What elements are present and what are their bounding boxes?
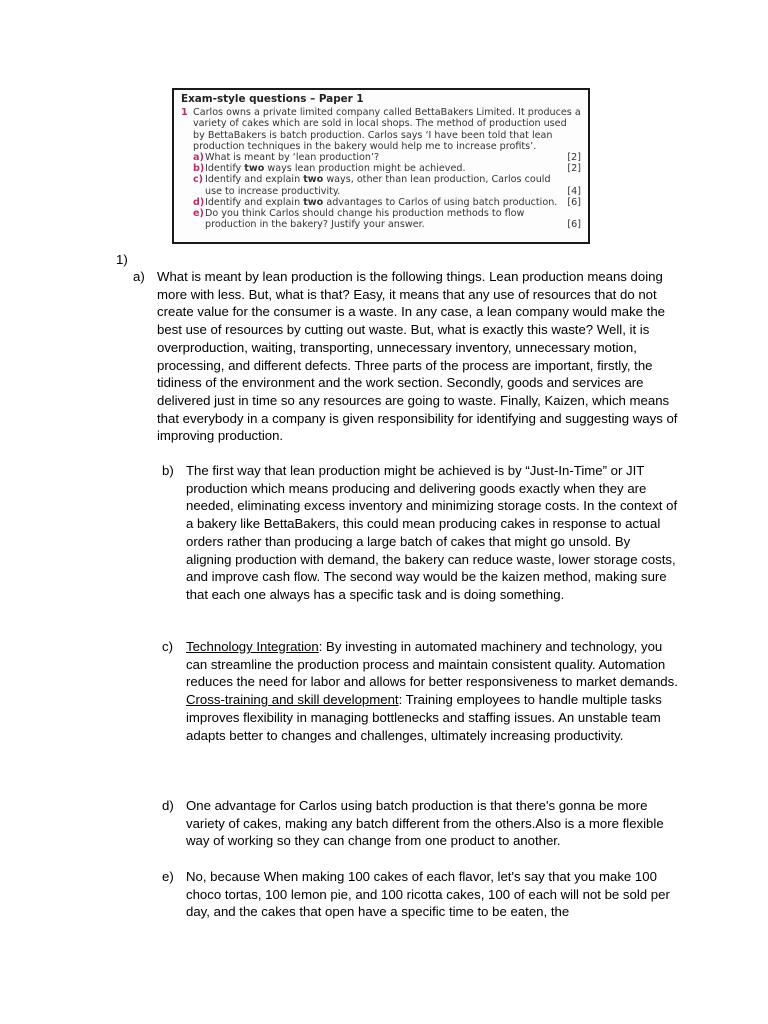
answer-letter-a: a) bbox=[133, 269, 145, 284]
exam-part-mark: [2] bbox=[567, 152, 581, 164]
exam-part-text-before: Identify and explain bbox=[205, 196, 304, 208]
answer-c-paragraph-1 bbox=[186, 638, 678, 691]
exam-questions-box bbox=[172, 88, 590, 244]
answer-c-text bbox=[186, 638, 678, 744]
answer-c-text-1: : By investing in automated machinery and technology, you can streamline the production process and maintain consistent quality. Automation reduces the need for labor and allows for better responsiveness to market demands. bbox=[186, 639, 678, 690]
exam-part-a bbox=[193, 152, 581, 163]
exam-part-letter: a) bbox=[193, 152, 204, 164]
exam-part-letter: b) bbox=[193, 163, 205, 175]
exam-part-letter: d) bbox=[193, 196, 205, 208]
answer-c-heading-1: Technology Integration bbox=[186, 639, 319, 654]
exam-title: Exam-style questions – Paper 1 bbox=[181, 93, 364, 105]
exam-part-mark: [4] bbox=[567, 185, 581, 197]
answer-d-paragraph: One advantage for Carlos using batch production is that there's gonna be more variety of cakes, making any batch different from the others.Also is a more flexible way of working so they can change from one product to another. bbox=[186, 798, 664, 849]
answer-c-text-2: : Training employees to handle multiple tasks improves flexibility in managing bottlenecks and staffing issues. An unstable team adapts better to changes and challenges, ultimately increasing productivity. bbox=[186, 692, 662, 743]
exam-part-letter: c) bbox=[193, 174, 204, 186]
exam-part-text-after: advantages to Carlos of using batch production. bbox=[323, 196, 558, 208]
question-body bbox=[193, 107, 581, 230]
exam-part-text bbox=[205, 163, 559, 174]
exam-part-text bbox=[205, 197, 559, 208]
question-number: 1 bbox=[181, 107, 188, 119]
exam-part-text bbox=[205, 174, 559, 196]
exam-part-mark: [6] bbox=[567, 219, 581, 231]
answer-letter-b: b) bbox=[162, 463, 174, 478]
answer-d-text bbox=[186, 797, 678, 850]
answer-e-text bbox=[186, 868, 678, 921]
question-intro: Carlos owns a private limited company called BettaBakers Limited. It produces a variety of cakes which are sold in local shops. The method of production used by BettaBakers is batch production. Carlos says ‘I have been told that lean production techniques in the bakery would help me to increase profits’. bbox=[193, 107, 581, 152]
exam-part-text-bold: two bbox=[303, 174, 324, 186]
answer-a-text bbox=[157, 268, 679, 445]
exam-part-mark: [6] bbox=[567, 196, 581, 208]
exam-part-e bbox=[193, 208, 581, 230]
answer-letter-e: e) bbox=[162, 869, 174, 884]
exam-question-1 bbox=[181, 107, 581, 230]
exam-part-b bbox=[193, 163, 581, 174]
exam-part-text-bold: two bbox=[244, 163, 265, 175]
exam-part-d bbox=[193, 197, 581, 208]
answer-c-paragraph-2 bbox=[186, 691, 678, 744]
exam-part-text-before: Identify and explain bbox=[205, 174, 304, 186]
answer-b-text bbox=[186, 462, 678, 604]
exam-part-text-bold: two bbox=[303, 196, 324, 208]
answer-a-paragraph: What is meant by lean production is the following things. Lean production means doing more with less. But, what is that? Easy, it means that any use of resources that do not create value for the consumer is a waste. In any case, a lean company would make the best use of resources by cutting out waste. But, what is exactly this waste? Well, it is overproduction, waiting, transporting, unnecessary inventory, unnecessary motion, processing, and different defects. Three parts of the process are important, firstly, the tidiness of the environment and the work section. Secondly, goods and services are delivered just in time so any resources are going to waste. Finally, Kaizen, which means that everybody in a company is given responsibility for identifying and suggesting ways of improving production. bbox=[157, 269, 678, 444]
answer-letter-d: d) bbox=[162, 798, 174, 813]
answer-e-paragraph: No, because When making 100 cakes of each flavor, let's say that you make 100 choco tortas, 100 lemon pie, and 100 ricotta cakes, 100 of each will not be sold per day, and the cakes that open have a specific time to be eaten, the bbox=[186, 869, 670, 920]
exam-part-mark: [2] bbox=[567, 163, 581, 175]
exam-part-text: What is meant by ‘lean production’? bbox=[205, 152, 380, 164]
answer-c-heading-2: Cross-training and skill development bbox=[186, 692, 399, 708]
exam-part-text-after: ways, other than lean production, Carlos could use to increase productivity. bbox=[205, 174, 551, 197]
answer-b-paragraph: The first way that lean production might be achieved is by “Just-In-Time” or JIT production which means producing and delivering goods exactly when they are needed, eliminating excess inventory and minimizing storage costs. In the context of a bakery like BettaBakers, this could mean producing cakes in response to actual orders rather than producing a large batch of cakes that might go unsold. By aligning production with demand, the bakery can reduce waste, lower storage costs, and improve cash flow. The second way would be the kaizen method, making sure that each one always has a specific task and is doing something. bbox=[186, 463, 678, 602]
exam-part-text-before: Identify bbox=[205, 163, 245, 175]
answer-question-label: 1) bbox=[116, 252, 128, 267]
exam-part-text: Do you think Carlos should change his production methods to flow production in the bakery? Justify your answer. bbox=[205, 208, 525, 231]
answer-letter-c: c) bbox=[162, 639, 173, 654]
exam-part-text-after: ways lean production might be achieved. bbox=[264, 163, 466, 175]
exam-part-c bbox=[193, 174, 581, 196]
exam-part-letter: e) bbox=[193, 208, 204, 220]
